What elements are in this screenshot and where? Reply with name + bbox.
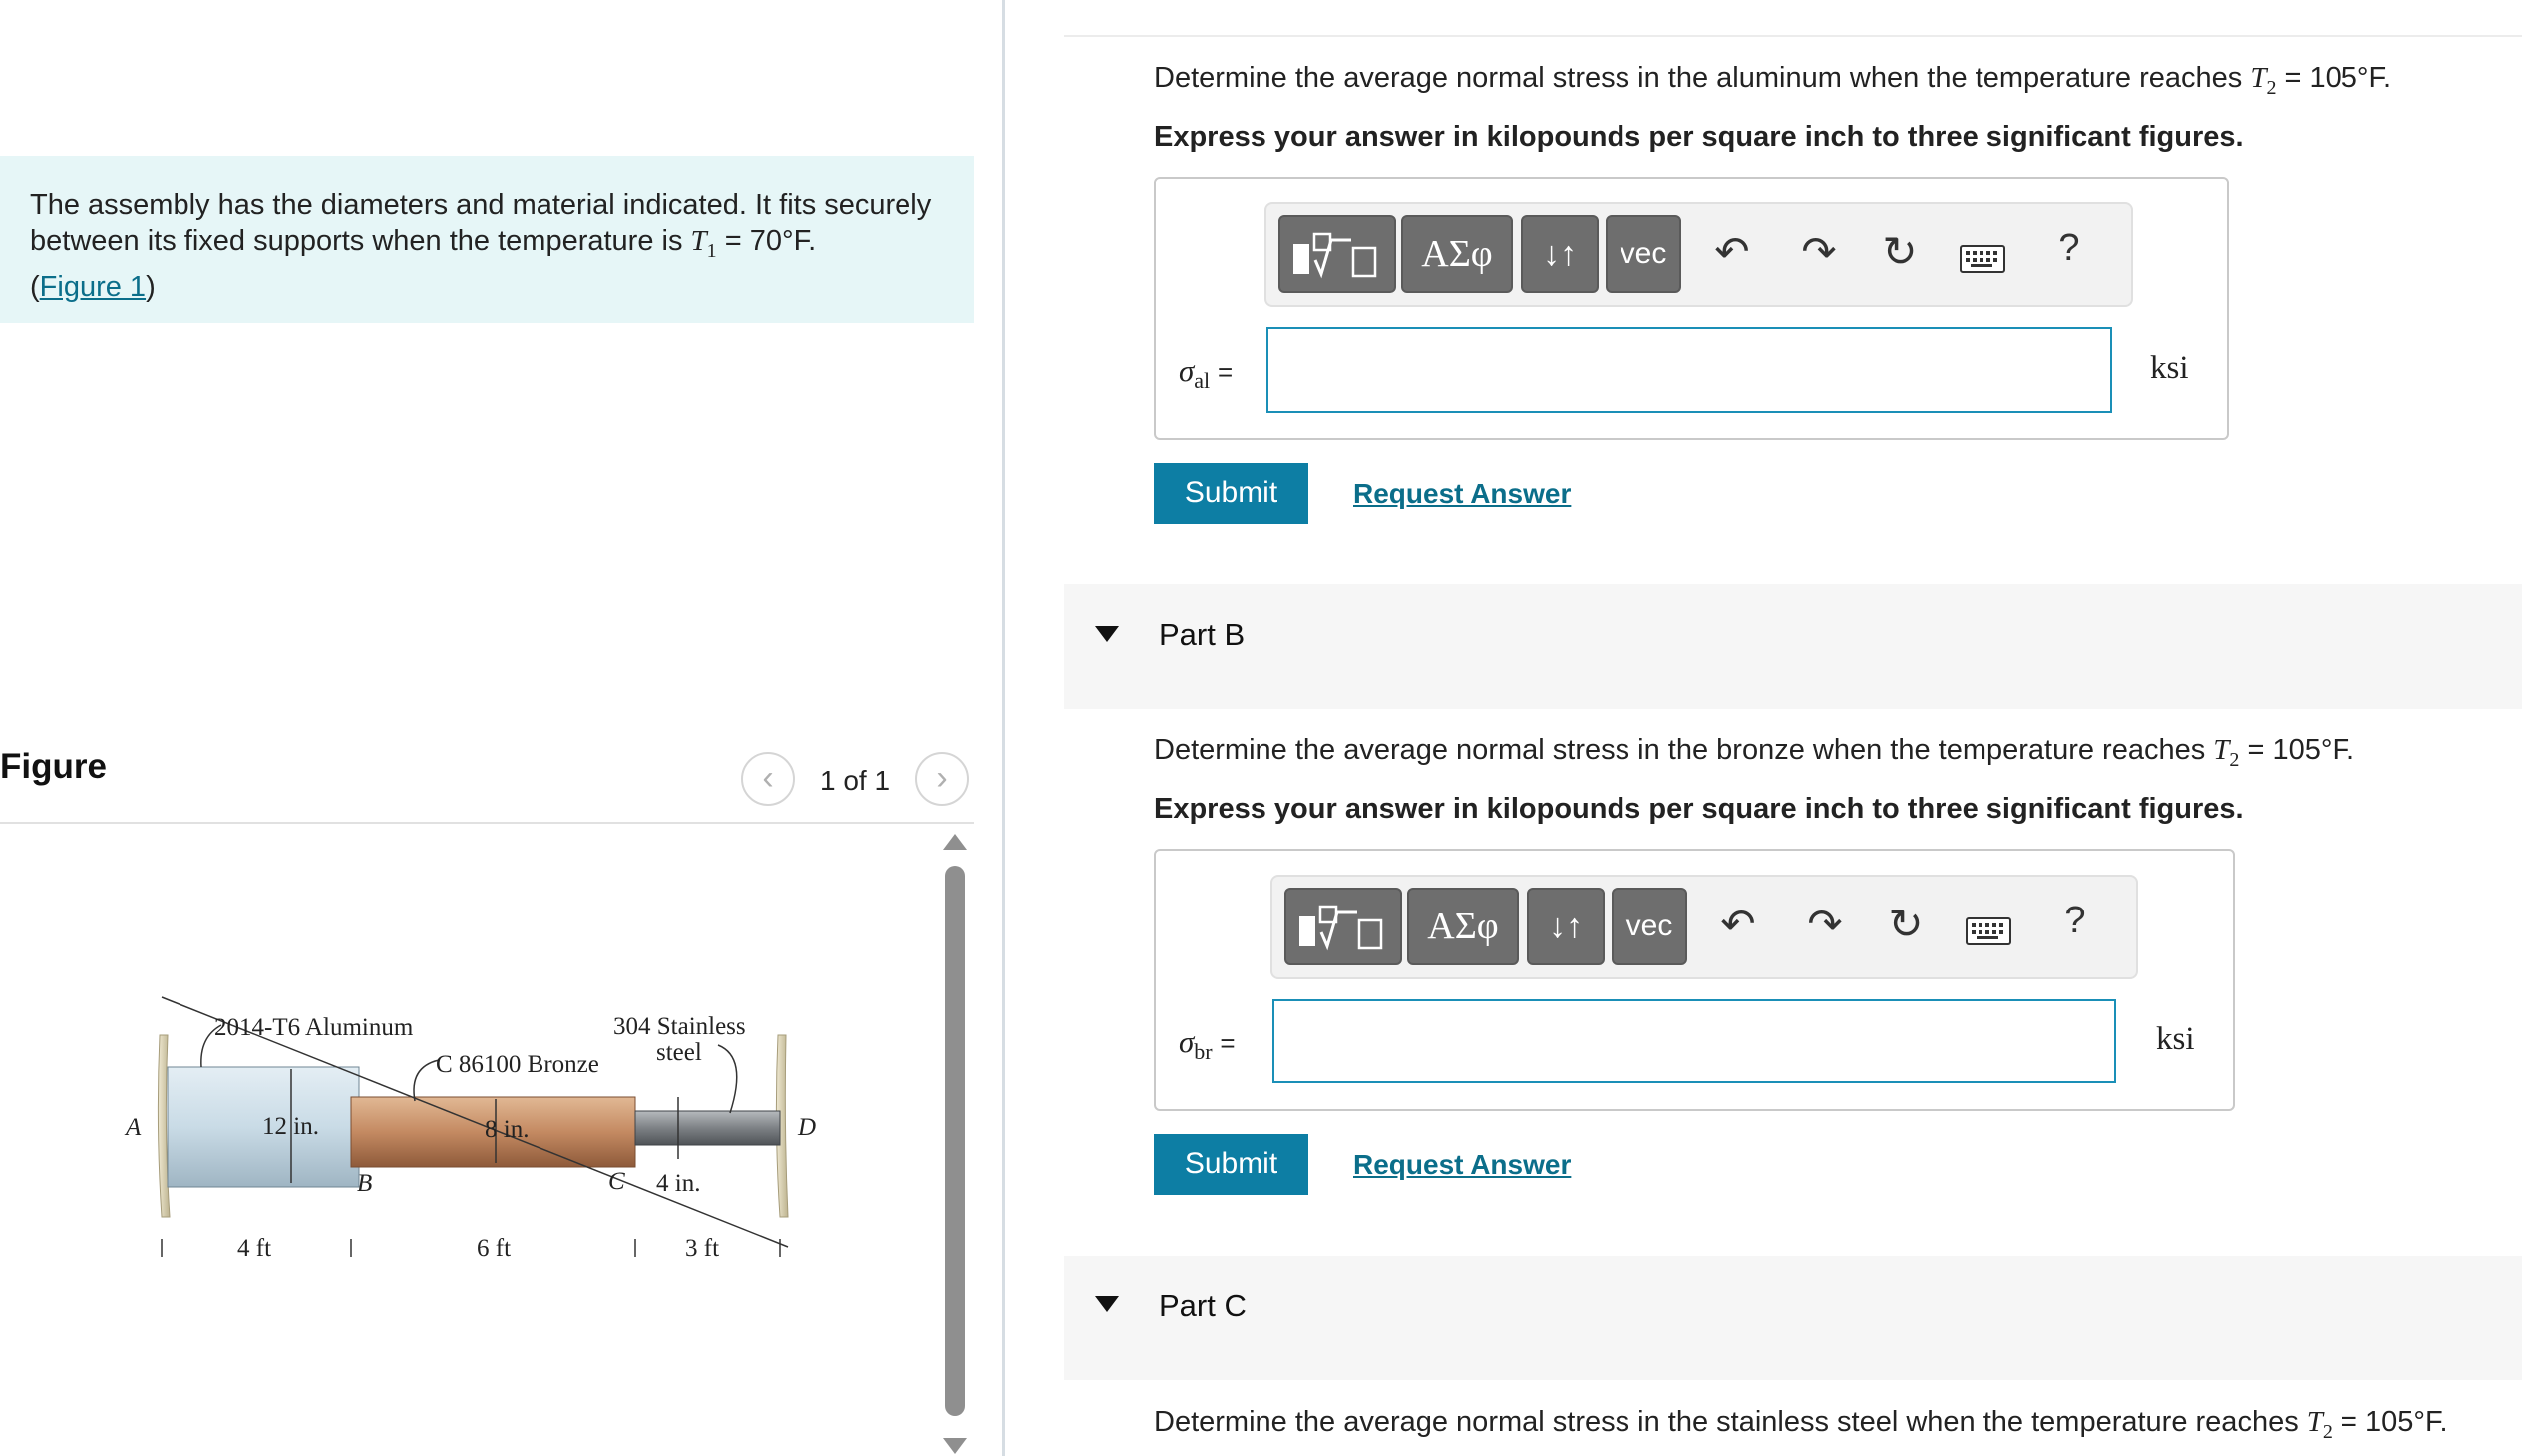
label-length-steel: 3 ft [685, 1235, 720, 1262]
label-D: D [798, 1114, 817, 1141]
part-b-question [1154, 734, 2354, 772]
part-a-question [1154, 62, 2391, 100]
part-b-request-answer-link[interactable]: Request Answer [1353, 1149, 1572, 1180]
templates-button[interactable] [1278, 215, 1396, 293]
part-b-submit-button[interactable]: Submit [1154, 1134, 1308, 1195]
keyboard-icon [1962, 247, 2003, 271]
vec-button[interactable]: vec [1612, 888, 1687, 965]
redo-icon: ↷ [1801, 228, 1837, 275]
chevron-right-icon: › [936, 759, 948, 797]
part-b-instruction: Express your answer in kilopounds per square inch to three significant figures. [1154, 793, 2244, 825]
part-c-question-text: Determine the average normal stress in the stainless steel when the temperature reaches [1154, 1406, 2307, 1438]
t2-subscript: 2 [2229, 748, 2240, 771]
assembly-figure [110, 997, 817, 1296]
t2-subscript: 2 [2266, 76, 2277, 99]
figure-link[interactable]: Figure 1 [39, 270, 147, 303]
figure-prev-button[interactable] [741, 752, 795, 806]
reset-icon: ↻ [1882, 228, 1918, 275]
part-b-question-text: Determine the average normal stress in the bronze when the temperature reaches [1154, 734, 2214, 766]
figure-counter: 1 of 1 [820, 765, 891, 796]
figure-next-button[interactable] [915, 752, 969, 806]
part-a-unit: ksi [2150, 350, 2189, 386]
t1-symbol: T [690, 225, 707, 257]
part-c-header[interactable] [1064, 1256, 2522, 1380]
reset-button[interactable] [1875, 227, 1925, 277]
part-a-symbol-label [1179, 353, 1233, 394]
label-bronze: C 86100 Bronze [436, 1051, 599, 1078]
label-length-aluminum: 4 ft [237, 1235, 272, 1262]
help-button[interactable]: ? [2064, 900, 2086, 941]
sigma-subscript: al [1194, 368, 1211, 394]
t2-symbol: T [2250, 62, 2267, 94]
part-a-question-text: Determine the average normal stress in the aluminum when the temperature reaches [1154, 62, 2251, 94]
keyboard-button[interactable] [1966, 917, 2011, 945]
sigma-symbol: σ [1179, 353, 1195, 388]
templates-icon [1293, 899, 1393, 958]
label-aluminum: 2014-T6 Aluminum [214, 1014, 414, 1041]
undo-button[interactable] [1707, 227, 1757, 277]
equals-sign: = [1220, 1028, 1236, 1058]
label-B: B [357, 1170, 373, 1197]
part-c-collapse-icon[interactable] [1095, 1296, 1119, 1312]
equals-sign: = [1217, 357, 1234, 387]
part-a-request-answer-link[interactable]: Request Answer [1353, 478, 1572, 509]
sigma-subscript: br [1194, 1039, 1213, 1065]
updown-button[interactable]: ↓↑ [1527, 888, 1605, 965]
part-b-symbol-label [1179, 1024, 1236, 1065]
label-A: A [126, 1114, 142, 1141]
t2-symbol: T [2306, 1406, 2323, 1438]
redo-button[interactable] [1794, 227, 1844, 277]
part-a-submit-button[interactable]: Submit [1154, 463, 1308, 524]
help-button[interactable]: ? [2058, 227, 2080, 269]
part-b-header[interactable] [1064, 584, 2522, 709]
part-b-title: Part B [1159, 617, 1246, 652]
reset-button[interactable] [1881, 900, 1931, 949]
t1-value: = 70°F. [716, 225, 817, 257]
redo-button[interactable] [1800, 900, 1850, 949]
t2-symbol: T [2213, 734, 2230, 766]
paren-open: ( [30, 270, 40, 303]
t1-subscript: 1 [706, 239, 717, 262]
updown-button[interactable]: ↓↑ [1521, 215, 1599, 293]
templates-icon [1287, 226, 1387, 286]
redo-icon: ↷ [1807, 901, 1843, 947]
scroll-down-arrow[interactable] [943, 1438, 967, 1454]
reset-icon: ↻ [1888, 901, 1924, 947]
undo-button[interactable] [1713, 900, 1763, 949]
label-diameter-aluminum: 12 in. [262, 1113, 319, 1140]
label-steel-line1: 304 Stainless [613, 1013, 746, 1040]
intro-text-body: The assembly has the diameters and material indicated. It fits securely between its fixed supports when the temperature is [30, 189, 932, 257]
label-diameter-steel: 4 in. [656, 1170, 701, 1197]
scrollbar-thumb[interactable] [945, 866, 965, 1416]
sigma-symbol: σ [1179, 1024, 1195, 1059]
greek-symbols-button[interactable]: ΑΣφ [1407, 888, 1519, 965]
templates-button[interactable] [1284, 888, 1402, 965]
part-c-title: Part C [1159, 1288, 1247, 1323]
top-rule [1064, 35, 2522, 37]
chevron-left-icon: ‹ [762, 759, 774, 797]
part-b-unit: ksi [2156, 1021, 2195, 1057]
part-a-answer-input[interactable] [1266, 327, 2112, 413]
part-b-collapse-icon[interactable] [1095, 626, 1119, 642]
steel-segment [635, 1111, 780, 1145]
label-steel-line2: steel [656, 1039, 702, 1066]
part-b-answer-input[interactable] [1272, 999, 2116, 1083]
greek-symbols-button[interactable]: ΑΣφ [1401, 215, 1513, 293]
keyboard-button[interactable] [1960, 245, 2005, 273]
figure-title: Figure [0, 747, 107, 786]
vec-button[interactable]: vec [1606, 215, 1681, 293]
keyboard-icon [1968, 919, 2009, 943]
panel-divider [1002, 0, 1005, 1456]
part-a-instruction: Express your answer in kilopounds per square inch to three significant figures. [1154, 121, 2244, 153]
label-C: C [608, 1168, 625, 1195]
label-diameter-bronze: 8 in. [485, 1116, 530, 1143]
label-length-bronze: 6 ft [477, 1235, 512, 1262]
intro-text [30, 187, 957, 305]
scroll-up-arrow[interactable] [943, 834, 967, 850]
paren-close: ) [146, 270, 156, 303]
figure-divider [0, 822, 974, 824]
t2-value: = 105°F. [2332, 1406, 2448, 1438]
undo-icon: ↶ [1714, 228, 1750, 275]
part-c-question [1154, 1406, 2448, 1444]
t2-subscript: 2 [2322, 1420, 2333, 1443]
t2-value: = 105°F. [2276, 62, 2392, 94]
undo-icon: ↶ [1720, 901, 1756, 947]
t2-value: = 105°F. [2239, 734, 2355, 766]
